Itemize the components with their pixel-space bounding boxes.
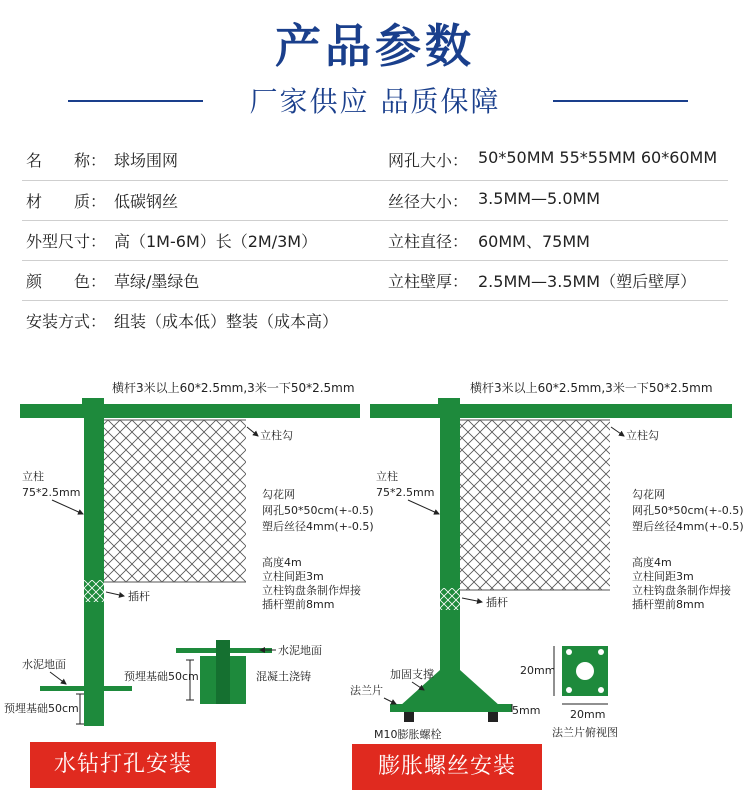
label-insert: 插杆 <box>128 590 150 603</box>
page-subtitle: 厂家供应 品质保障 <box>249 85 501 118</box>
param-value: 2.5MM—3.5MM（塑后壁厚） <box>478 272 697 291</box>
bolt <box>404 712 414 722</box>
label-bolt: M10膨胀螺栓 <box>374 728 442 741</box>
label-brace: 加固支撑 <box>390 668 434 681</box>
label-mesh-hole: 网孔50*50cm(+-0.5) <box>632 504 744 517</box>
label-weld: 立柱钩盘条制作焊接 <box>262 584 361 597</box>
param-label: 外型尺寸： <box>26 232 107 251</box>
param-value: 50*50MM 55*55MM 60*60MM <box>478 148 718 167</box>
arrow <box>384 698 396 704</box>
param-label: 颜 色： <box>26 272 107 291</box>
label-crossbar: 横杆3米以上60*2.5mm,3米一下50*2.5mm <box>470 381 713 395</box>
arrow <box>50 672 66 684</box>
param-label: 立柱壁厚： <box>388 272 469 291</box>
param-label: 丝径大小： <box>388 192 469 211</box>
arrow <box>412 682 424 690</box>
label-flange-w: 20mm <box>570 708 606 721</box>
label-foundation: 预埋基础50cm <box>4 702 79 715</box>
param-value: 低碳钢丝 <box>114 192 179 211</box>
flange-bolt-hole <box>598 649 604 655</box>
label-mesh-wire: 塑后丝径4mm(+-0.5) <box>262 520 374 533</box>
inset-label-concrete: 混凝土浇铸 <box>256 670 311 683</box>
flange-bolt-hole <box>566 687 572 693</box>
label-ground: 水泥地面 <box>22 658 66 671</box>
label-insert-len: 插杆塑前8mm <box>262 598 335 611</box>
label-flange-view: 法兰片俯视图 <box>552 726 618 739</box>
param-label: 网孔大小： <box>388 151 469 170</box>
crossbar <box>370 404 732 418</box>
insert-rod-joint <box>84 580 104 602</box>
inset-post <box>216 640 230 704</box>
label-mesh-wire: 塑后丝径4mm(+-0.5) <box>632 520 744 533</box>
param-value: 3.5MM—5.0MM <box>478 189 601 208</box>
arrow <box>52 500 83 514</box>
param-value: 球场围网 <box>114 151 179 170</box>
inset-label-foundation: 预埋基础50cm <box>124 670 199 683</box>
flange-center-hole <box>576 662 594 680</box>
page-title: 产品参数 <box>275 19 475 73</box>
post <box>440 404 460 706</box>
left-diagram <box>4 380 374 726</box>
label-post: 立柱 <box>22 470 44 483</box>
flange-bolt-hole <box>566 649 572 655</box>
param-label: 立柱直径： <box>388 232 469 251</box>
chain-link-mesh <box>104 420 246 582</box>
label-flange: 法兰片 <box>350 684 383 697</box>
install-method-right: 膨胀螺丝安装 <box>352 744 542 790</box>
label-post-hook: 立柱勾 <box>626 429 659 442</box>
label-post-size: 75*2.5mm <box>376 486 435 499</box>
param-value: 60MM、75MM <box>478 232 590 251</box>
label-crossbar: 横杆3米以上60*2.5mm,3米一下50*2.5mm <box>112 381 355 395</box>
arrow <box>462 598 482 602</box>
bolt <box>488 712 498 722</box>
label-thickness: 5mm <box>512 704 541 717</box>
brace-right <box>460 670 500 706</box>
flange-plate <box>390 704 512 712</box>
label-post-hook: 立柱勾 <box>260 429 293 442</box>
label-weld: 立柱钩盘条制作焊接 <box>632 584 731 597</box>
right-diagram <box>350 380 744 741</box>
label-mesh-hole: 网孔50*50cm(+-0.5) <box>262 504 374 517</box>
chain-link-mesh <box>460 420 610 590</box>
label-post: 立柱 <box>376 470 398 483</box>
label-spacing: 立柱间距3m <box>262 570 324 583</box>
label-insert: 插杆 <box>486 596 508 609</box>
arrow <box>247 427 258 436</box>
install-method-left: 水钻打孔安装 <box>30 742 216 788</box>
ground-line <box>40 686 132 691</box>
foundation-inset <box>124 640 322 704</box>
arrow <box>106 592 124 596</box>
arrow <box>611 427 624 436</box>
param-label: 安装方式： <box>26 312 107 331</box>
param-value: 组装（成本低）整装（成本高） <box>114 312 339 331</box>
param-label: 名 称： <box>26 151 107 170</box>
post <box>84 404 104 726</box>
label-spacing: 立柱间距3m <box>632 570 694 583</box>
label-insert-len: 插杆塑前8mm <box>632 598 705 611</box>
flange-top-view <box>520 646 618 739</box>
label-mesh: 勾花网 <box>262 488 295 501</box>
label-mesh: 勾花网 <box>632 488 665 501</box>
insert-rod-joint <box>440 588 460 610</box>
label-height: 高度4m <box>632 556 672 569</box>
param-value: 草绿/墨绿色 <box>114 272 200 291</box>
param-label: 材 质： <box>26 192 107 211</box>
inset-label-ground: 水泥地面 <box>278 644 322 657</box>
label-height: 高度4m <box>262 556 302 569</box>
label-flange-h: 20mm <box>520 664 556 677</box>
label-post-size: 75*2.5mm <box>22 486 81 499</box>
flange-bolt-hole <box>598 687 604 693</box>
arrow <box>408 500 439 514</box>
crossbar <box>20 404 360 418</box>
param-value: 高（1M-6M）长（2M/3M） <box>114 232 318 251</box>
